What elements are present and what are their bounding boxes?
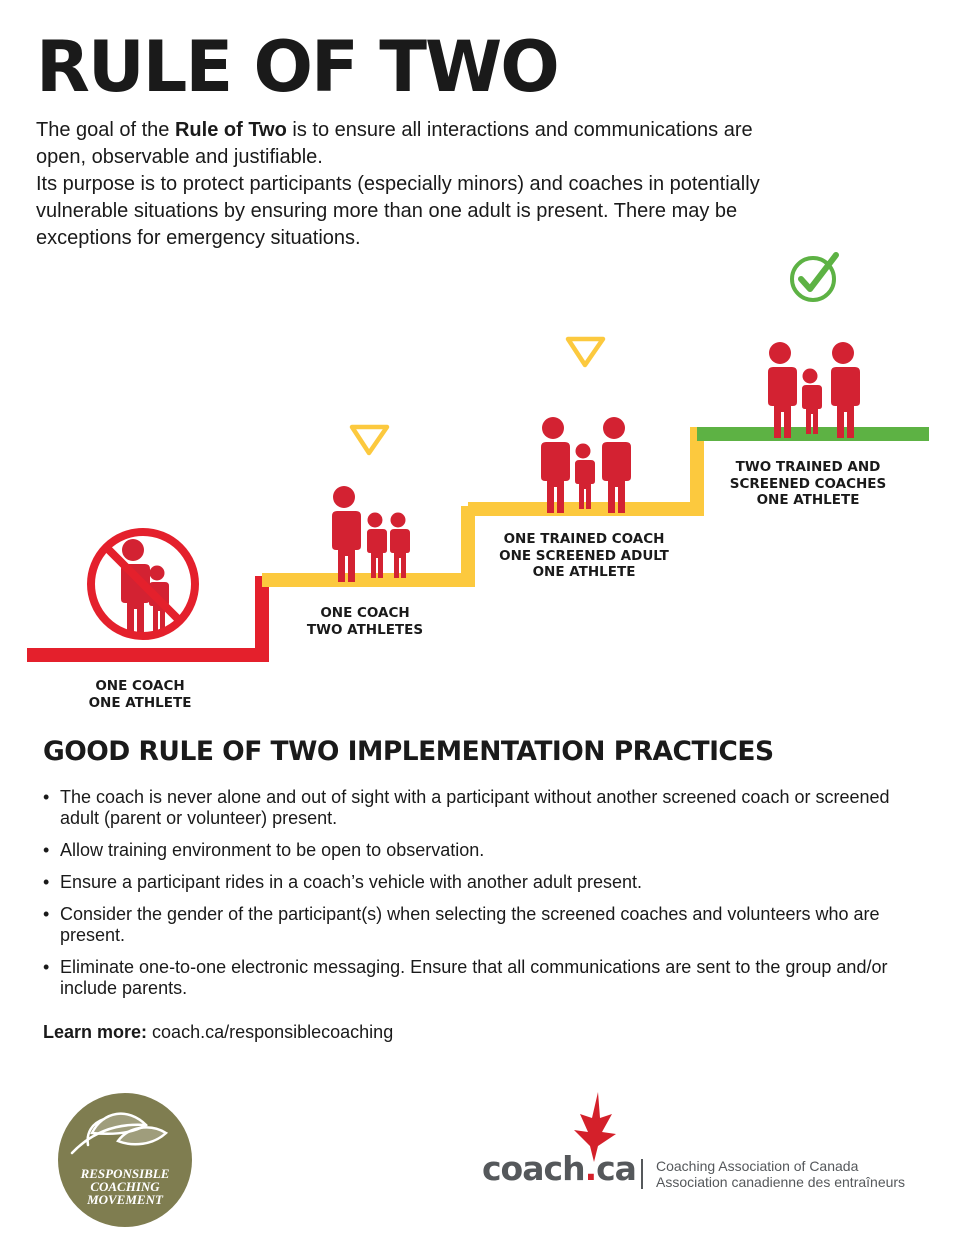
learn-more-label: Learn more: — [43, 1022, 148, 1042]
practices-list — [43, 787, 903, 1010]
bullet-icon: • — [43, 904, 50, 924]
person-icon-group-step-2 — [332, 486, 410, 582]
organization-name-fr: Association canadienne des entraîneurs — [656, 1174, 906, 1190]
bullet-icon: • — [43, 787, 50, 807]
learn-more-link[interactable]: coach.ca/responsiblecoaching — [152, 1022, 394, 1042]
step-line-2 — [262, 506, 468, 580]
learn-more — [43, 1021, 393, 1043]
bullet-icon: • — [43, 957, 50, 977]
step-label-2: ONE COACH TWO ATHLETES — [306, 605, 424, 638]
rcm-logo-text: RESPONSIBLE COACHING MOVEMENT — [80, 1166, 170, 1207]
list-item: • Allow training environment to be open to observation. — [43, 840, 485, 860]
organization-name-en: Coaching Association of Canada — [656, 1158, 859, 1174]
checkmark-icon — [792, 255, 836, 300]
coach-ca-wordmark: coach.ca — [482, 1149, 636, 1188]
bullet-icon: • — [43, 872, 50, 892]
list-item: • Eliminate one-to-one electronic messaging. Ensure that all communications are sent to the group and/or include parents. — [43, 957, 888, 998]
list-item: • The coach is never alone and out of sight with a participant without another screened coach or screened adult (parent or volunteer) present. — [43, 787, 890, 828]
yield-triangle-icon — [568, 339, 603, 365]
step-label-4: TWO TRAINED AND SCREENED COACHES ONE ATHLETE — [729, 459, 887, 508]
intro-paragraph-1: The goal of the Rule of Two is to ensure all interactions and communications are open, observable and justifiable. — [36, 119, 753, 168]
intro-text — [36, 117, 796, 252]
bullet-icon: • — [43, 840, 50, 860]
person-icon-group-step-3 — [541, 417, 631, 513]
practices-heading: GOOD RULE OF TWO IMPLEMENTATION PRACTICES — [43, 736, 774, 767]
list-item: • Ensure a participant rides in a coach’s vehicle with another adult present. — [43, 872, 643, 892]
yield-triangle-icon — [352, 427, 387, 453]
step-label-3: ONE TRAINED COACH ONE SCREENED ADULT ONE ATHLETE — [499, 531, 669, 580]
list-item: • Consider the gender of the participant(s) when selecting the screened coaches and volunteers who are present. — [43, 904, 880, 945]
organization-name — [656, 1158, 905, 1190]
page-title: RULE OF TWO — [36, 26, 558, 108]
step-label-1: ONE COACH ONE ATHLETE — [88, 678, 192, 711]
logo-divider — [641, 1159, 643, 1189]
person-icon-group-step-4 — [768, 342, 860, 438]
intro-paragraph-2: Its purpose is to protect participants (especially minors) and coaches in potentially vulnerable situations by ensuring more than one adult is present. There may be exceptions for emergency situations. — [36, 173, 760, 249]
